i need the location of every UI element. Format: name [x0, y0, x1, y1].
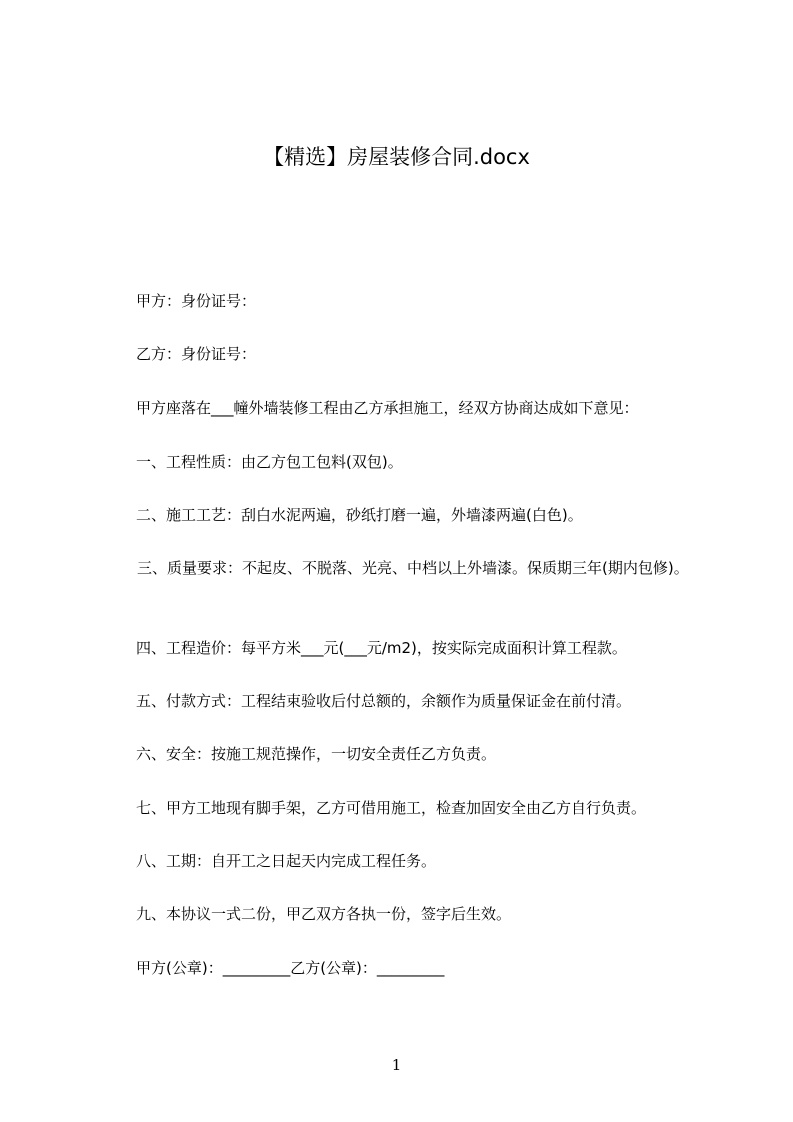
- party-a-id-line: 甲方：身份证号：: [136, 292, 257, 310]
- clause-4: 四、工程造价：每平方米___元(___元/m2)，按实际完成面积计算工程款。: [136, 639, 627, 657]
- clause-6: 六、安全：按施工规范操作，一切安全责任乙方负责。: [136, 745, 497, 763]
- signature-line: 甲方(公章)：_________乙方(公章)：_________: [136, 959, 445, 977]
- clause-3: 三、质量要求：不起皮、不脱落、光亮、中档以上外墙漆。保质期三年(期内包修)。: [137, 559, 689, 577]
- clause-1: 一、工程性质：由乙方包工包料(双包)。: [136, 453, 403, 471]
- clause-5: 五、付款方式：工程结束验收后付总额的，余额作为质量保证金在前付清。: [136, 692, 632, 710]
- clause-2: 二、施工工艺：刮白水泥两遍，砂纸打磨一遍，外墙漆两遍(白色)。: [136, 506, 583, 524]
- clause-9: 九、本协议一式二份，甲乙双方各执一份，签字后生效。: [136, 905, 512, 923]
- clause-8: 八、工期：自开工之日起天内完成工程任务。: [136, 852, 437, 870]
- page-number: 1: [391, 1056, 402, 1074]
- party-b-id-line: 乙方：身份证号：: [136, 345, 257, 363]
- clause-7: 七、甲方工地现有脚手架，乙方可借用施工，检查加固安全由乙方自行负责。: [136, 799, 647, 817]
- intro-paragraph: 甲方座落在___幢外墙装修工程由乙方承担施工，经双方协商达成如下意见：: [136, 399, 639, 417]
- document-title: 【精选】房屋装修合同.docx: [263, 145, 530, 169]
